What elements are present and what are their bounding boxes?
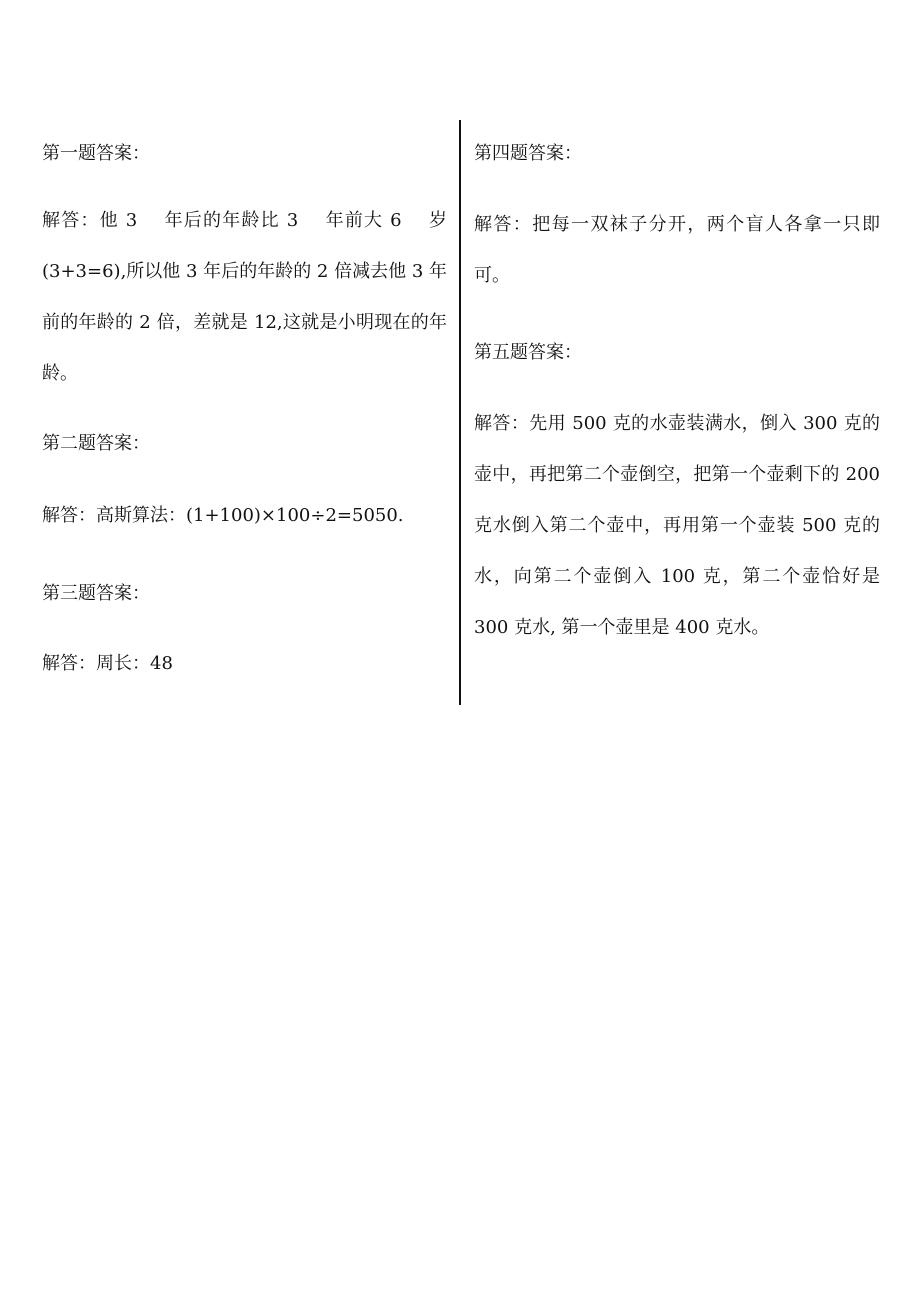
q4-answer: 解答：把每一双袜子分开，两个盲人各拿一只即可。 — [474, 214, 880, 286]
column-divider — [459, 120, 461, 705]
q3-answer: 解答：周长：48 — [42, 653, 173, 674]
q2-heading: 第二题答案： — [42, 433, 150, 454]
q5-heading: 第五题答案： — [474, 342, 582, 363]
q5-answer: 解答：先用 500 克的水壶装满水，倒入 300 克的壶中，再把第二个壶倒空，把第一个壶剩下的 200 克水倒入第二个壶中，再用第一个壶装 500 克的水，向第二个壶倒入 100 克，第二个壶恰好是 300 克水, 第一个壶里是 400 克水。 — [474, 413, 880, 638]
q4-heading: 第四题答案： — [474, 143, 582, 164]
q1-answer: 解答：他 3 年后的年龄比 3 年前大 6 岁(3+3=6),所以他 3 年后的年龄的 2 倍减去他 3 年前的年龄的 2 倍，差就是 12,这就是小明现在的年龄。 — [42, 210, 447, 384]
q2-answer: 解答：高斯算法：(1+100)×100÷2=5050. — [42, 505, 404, 526]
q1-heading: 第一题答案： — [42, 143, 150, 164]
q3-heading: 第三题答案： — [42, 583, 150, 604]
